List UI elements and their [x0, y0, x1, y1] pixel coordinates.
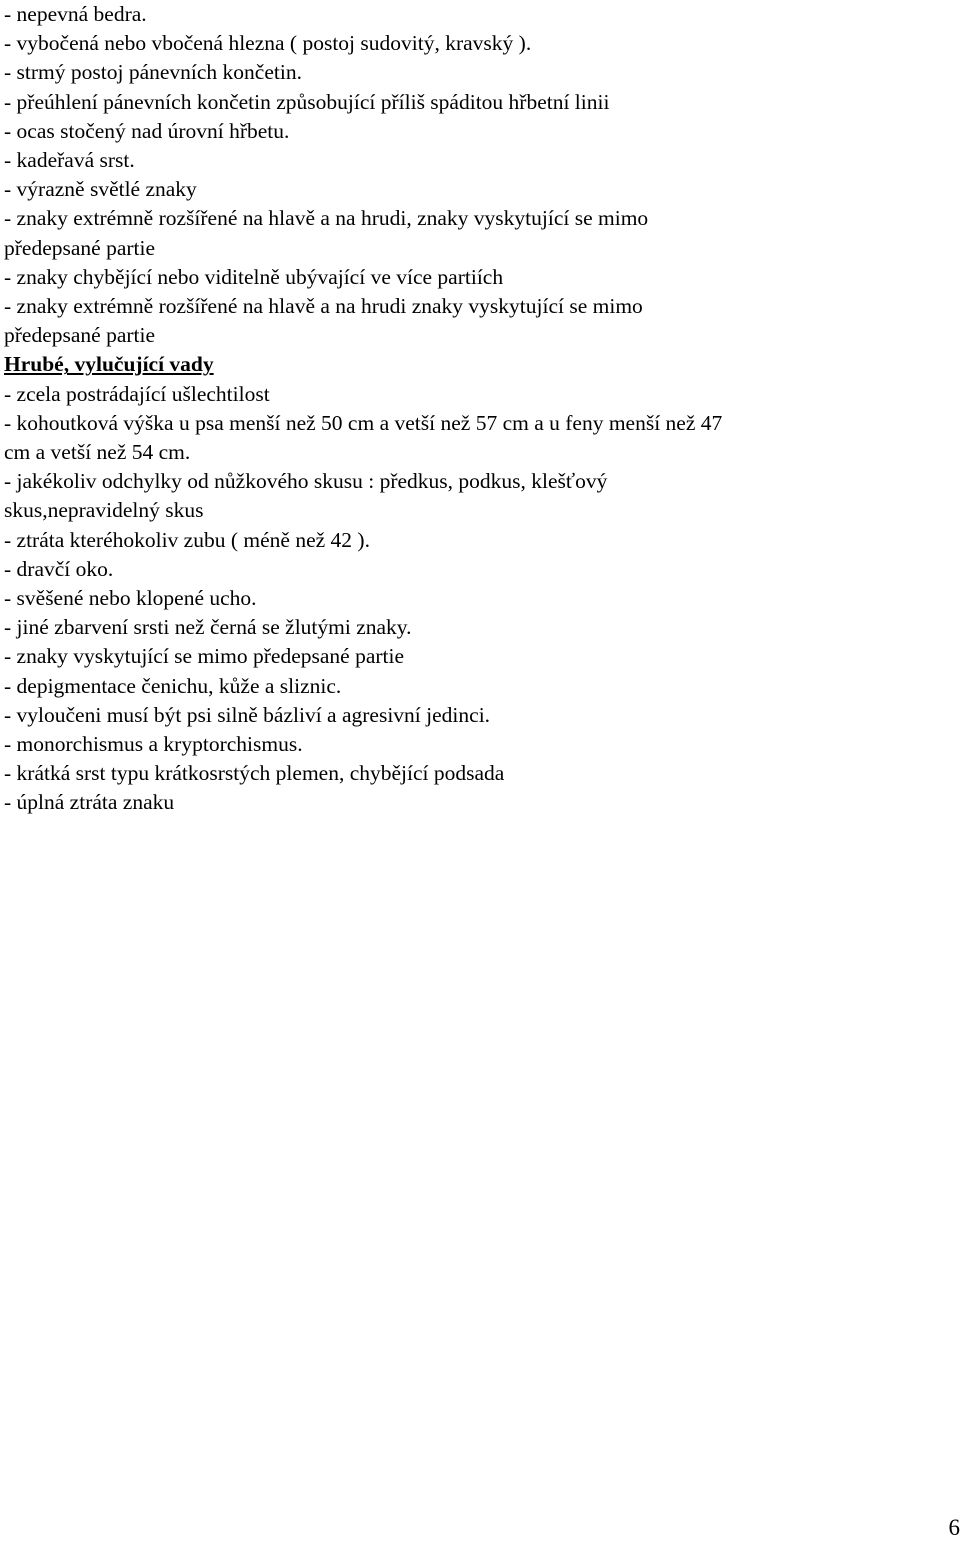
list-item: - dravčí oko. — [4, 556, 114, 581]
list-item: - znaky vyskytující se mimo předepsané partie — [4, 644, 405, 669]
list-item: - strmý postoj pánevních končetin. — [4, 60, 302, 85]
list-item: - ztráta kteréhokoliv zubu ( méně než 42 ). — [4, 527, 370, 552]
list-item-continuation: předepsané partie — [4, 235, 156, 260]
list-item: - vybočená nebo vbočená hlezna ( postoj sudovitý, kravský ). — [4, 31, 532, 56]
list-item: - jiné zbarvení srsti než černá se žlutými znaky. — [4, 615, 412, 640]
list-item: - úplná ztráta znaku — [4, 790, 175, 815]
list-item-continuation: skus,nepravidelný skus — [4, 498, 204, 523]
list-item: - depigmentace čenichu, kůže a sliznic. — [4, 673, 342, 698]
list-item: - vyloučeni musí být psi silně bázliví a agresivní jedinci. — [4, 702, 491, 727]
list-item: - jakékoliv odchylky od nůžkového skusu : předkus, podkus, klešťový — [4, 469, 608, 494]
list-item: - krátká srst typu krátkosrstých plemen, chybějící podsada — [4, 761, 505, 786]
list-item-continuation: cm a vetší než 54 cm. — [4, 440, 191, 465]
list-item: - svěšené nebo klopené ucho. — [4, 586, 257, 611]
section-heading: Hrubé, vylučující vady — [4, 352, 214, 377]
list-item: - znaky extrémně rozšířené na hlavě a na hrudi, znaky vyskytující se mimo — [4, 206, 649, 231]
list-item: - přeúhlení pánevních končetin způsobující příliš spáditou hřbetní linii — [4, 89, 610, 114]
list-item: - znaky extrémně rozšířené na hlavě a na hrudi znaky vyskytující se mimo — [4, 294, 643, 319]
page-number: 6 — [948, 1515, 960, 1540]
list-item: - výrazně světlé znaky — [4, 177, 197, 202]
list-item: - nepevná bedra. — [4, 2, 147, 26]
list-item: - kohoutková výška u psa menší než 50 cm a vetší než 57 cm a u feny menší než 47 — [4, 410, 723, 435]
document-body — [4, 0, 904, 818]
list-item: - kadeřavá srst. — [4, 148, 135, 173]
list-item: - zcela postrádající ušlechtilost — [4, 381, 270, 406]
list-item: - monorchismus a kryptorchismus. — [4, 732, 303, 757]
list-item: - znaky chybějící nebo viditelně ubývající ve více partiích — [4, 264, 504, 289]
list-item-continuation: předepsané partie — [4, 323, 156, 348]
list-item: - ocas stočený nad úrovní hřbetu. — [4, 118, 290, 143]
